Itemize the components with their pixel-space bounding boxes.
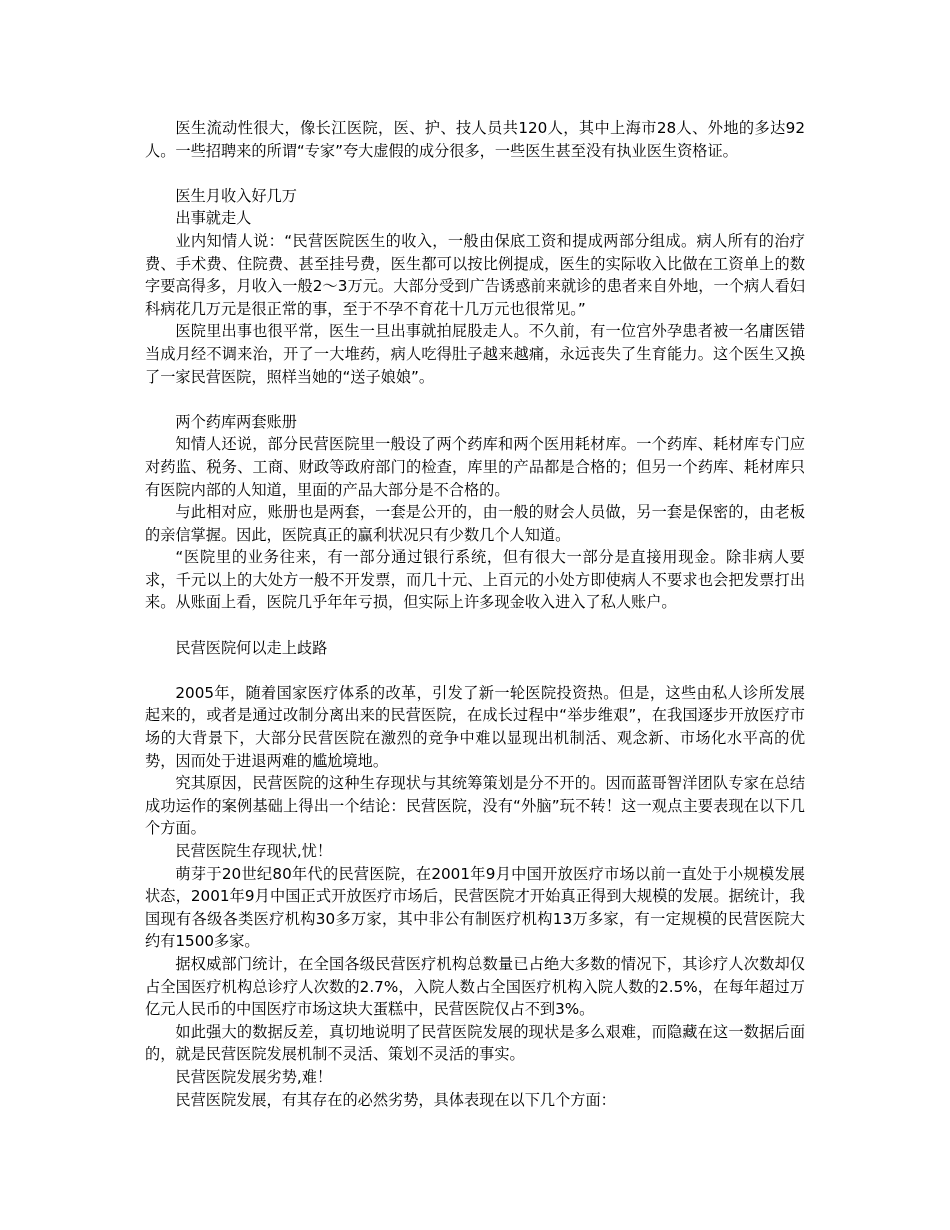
paragraph: 业内知情人说：“民营医院医生的收入，一般由保底工资和提成两部分组成。病人所有的治疗费、手术费、住院费、甚至挂号费，医生都可以按比例提成，医生的实际收入比做在工资单上的数字要高得多，月收入一般2～3万元。大部分受到广告诱惑前来就诊的患者来自外地，一个病人看妇科病花几万元是很正常的事，至于不孕不育花十几万元也很常见。” [145, 231, 805, 318]
section-heading: 医生月收入好几万 [175, 186, 297, 205]
paragraph: 究其原因，民营医院的这种生存现状与其统筹策划是分不开的。因而蓝哥智洋团队专家在总结成功运作的案例基础上得出一个结论：民营医院，没有“外脑”玩不转！这一观点主要表现在以下几个方面。 [145, 774, 805, 838]
section-heading: 民营医院何以走上歧路 [175, 638, 328, 657]
paragraph: 据权威部门统计，在全国各级民营医疗机构总数量已占绝大多数的情况下，其诊疗人次数却仅占全国医疗机构总诊疗人次数的2.7%，入院人数占全国医疗机构入院人数的2.5%，在每年超过万亿元人民币的中国医疗市场这块大蛋糕中，民营医院仅占不到3%。 [145, 954, 805, 1019]
blank-line [145, 162, 805, 185]
paragraph: 医生流动性很大，像长江医院，医、护、技人员共120人，其中上海市28人、外地的多达92人。一些招聘来的所谓“专家”夸大虚假的成分很多，一些医生甚至没有执业医生资格证。 [145, 119, 805, 160]
document-page [145, 117, 805, 1111]
paragraph: 民营医院发展，有其存在的必然劣势，具体表现在以下几个方面： [175, 1090, 616, 1109]
paragraph: 如此强大的数据反差，真切地说明了民营医院发展的现状是多么艰难，而隐藏在这一数据后面的，就是民营医院发展机制不灵活、策划不灵活的事实。 [145, 1022, 805, 1064]
paragraph: “医院里的业务往来，有一部分通过银行系统，但有很大一部分是直接用现金。除非病人要求，千元以上的大处方一般不开发票，而几十元、上百元的小处方即使病人不要求也会把发票打出来。从账面上看，医院几乎年年亏损，但实际上许多现金收入进入了私人账户。 [145, 548, 805, 612]
paragraph: 医院里出事也很平常，医生一旦出事就拍屁股走人。不久前，有一位宫外孕患者被一名庸医错当成月经不调来治，开了一大堆药，病人吃得肚子越来越痛，永远丧失了生育能力。这个医生又换了一家民营医院，照样当她的“送子娘娘”。 [145, 322, 805, 386]
section-heading: 民营医院生存现状,忧！ [175, 842, 333, 860]
blank-line [145, 388, 805, 411]
paragraph: 萌芽于20世纪80年代的民营医院，在2001年9月中国开放医疗市场以前一直处于小规模发展状态，2001年9月中国正式开放医疗市场后，民营医院才开始真正得到大规模的发展。据统计，我国现有各级各类医疗机构30多万家，其中非公有制医疗机构13万多家，有一定规模的民营医院大约有1500多家。 [145, 864, 805, 951]
paragraph: 2005年，随着国家医疗体系的改革，引发了新一轮医院投资热。但是，这些由私人诊所发展起来的，或者是通过改制分离出来的民营医院，在成长过程中“举步维艰”，在我国逐步开放医疗市场的大背景下，大部分民营医院在激烈的竞争中难以显现出机制活、观念新、市场化水平高的优势，因而处于进退两难的尴尬境地。 [145, 683, 805, 770]
blank-line [145, 659, 805, 682]
section-heading: 民营医院发展劣势,难！ [175, 1067, 333, 1086]
paragraph: 知情人还说，部分民营医院里一般设了两个药库和两个医用耗材库。一个药库、耗材库专门应对药监、税务、工商、财政等政府部门的检查，库里的产品都是合格的；但另一个药库、耗材库只有医院内部的人知道，里面的产品大部分是不合格的。 [145, 435, 805, 499]
blank-line [145, 614, 805, 637]
paragraph: 与此相对应，账册也是两套，一套是公开的，由一般的财会人员做，另一套是保密的，由老板的亲信掌握。因此，医院真正的赢利状况只有少数几个人知道。 [145, 503, 805, 544]
section-heading: 两个药库两套账册 [175, 412, 297, 431]
section-heading: 出事就走人 [175, 209, 252, 228]
